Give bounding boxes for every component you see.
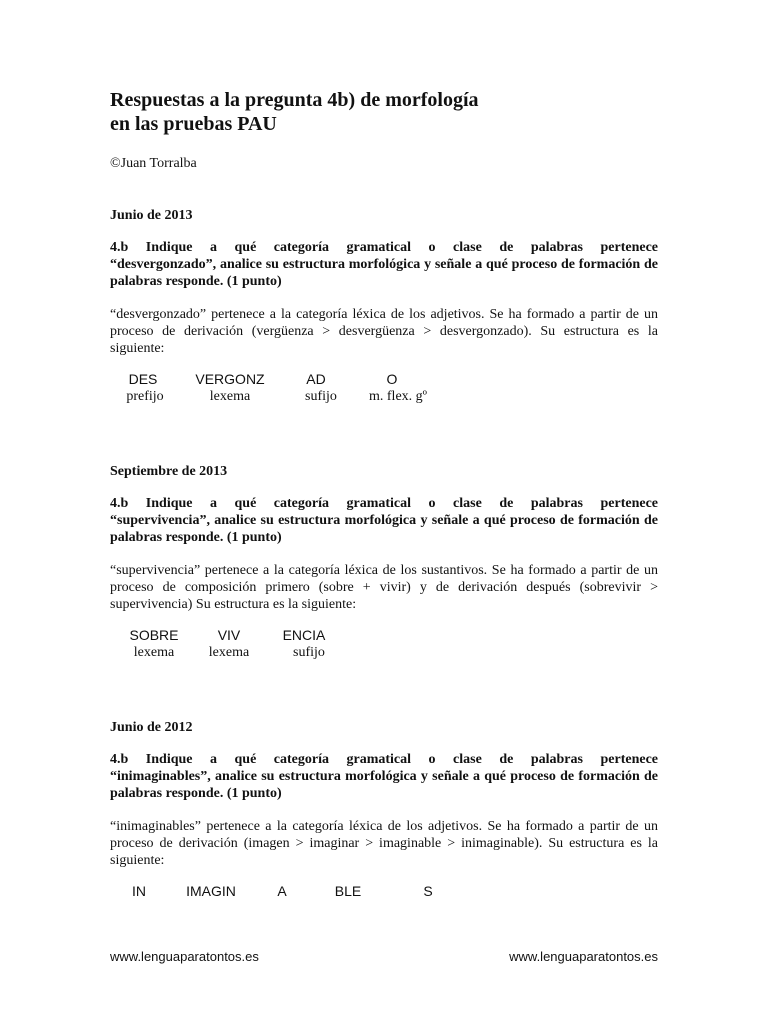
morpheme-analysis xyxy=(110,627,658,667)
footer-right-url: www.lenguaparatontos.es xyxy=(509,949,658,964)
morpheme: S xyxy=(423,883,433,899)
question-lead: 4.b Indique a qué categoría gramatical o clase de palabras pertenece xyxy=(110,496,658,511)
question xyxy=(110,239,658,290)
section-heading: Junio de 2013 xyxy=(110,208,193,223)
morpheme-label: sufijo xyxy=(293,645,325,660)
section-heading: Junio de 2012 xyxy=(110,720,193,735)
question-rest: “inimaginables”, analice su estructura morfológica y señale a qué proceso de formación de palabras responde. (1 punto) xyxy=(110,769,658,801)
title-line-1: Respuestas a la pregunta 4b) de morfología xyxy=(110,89,479,111)
question xyxy=(110,751,658,802)
question-lead: 4.b Indique a qué categoría gramatical o clase de palabras pertenece xyxy=(110,752,658,767)
morpheme-label: lexema xyxy=(208,645,250,660)
morpheme-label: sufijo xyxy=(305,389,337,404)
document-title xyxy=(110,88,658,136)
morpheme-label: lexema xyxy=(209,389,251,404)
morpheme: SOBRE xyxy=(129,627,179,643)
morpheme-label: m. flex. gº xyxy=(369,389,427,404)
morpheme-analysis xyxy=(110,883,658,903)
document-page xyxy=(110,88,658,903)
section-septiembre-2013 xyxy=(110,463,658,667)
answer: “inimaginables” pertenece a la categoría léxica de los adjetivos. Se ha formado a partir de un proceso de derivación (imagen > imaginar > imaginable > inimaginable). Su estructura es la siguiente: xyxy=(110,819,658,868)
section-junio-2012 xyxy=(110,719,658,903)
answer: “desvergonzado” pertenece a la categoría léxica de los adjetivos. Se ha formado a partir de un proceso de derivación (vergüenza > desvergüenza > desvergonzado). Su estructura es la siguiente: xyxy=(110,307,658,356)
morpheme-label: prefijo xyxy=(126,389,164,404)
question-rest: “desvergonzado”, analice su estructura morfológica y señale a qué proceso de formación de palabras responde. (1 punto) xyxy=(110,257,658,289)
morpheme: VIV xyxy=(217,627,241,643)
title-line-2: en las pruebas PAU xyxy=(110,113,277,135)
morpheme: O xyxy=(386,371,398,387)
morpheme: ENCIA xyxy=(282,627,326,643)
morpheme-label: lexema xyxy=(133,645,175,660)
morpheme: A xyxy=(277,883,287,899)
morpheme: BLE xyxy=(334,883,362,899)
section-junio-2013 xyxy=(110,207,658,411)
morpheme: DES xyxy=(128,371,158,387)
section-heading: Septiembre de 2013 xyxy=(110,464,228,479)
answer: “supervivencia” pertenece a la categoría léxica de los sustantivos. Se ha formado a partir de un proceso de composición primero (sobre + vivir) y de derivación después (sobrevivir > supervivencia) Su estructura es la siguiente: xyxy=(110,563,658,612)
question-rest: “supervivencia”, analice su estructura morfológica y señale a qué proceso de formación de palabras responde. (1 punto) xyxy=(110,513,658,545)
footer-left-url: www.lenguaparatontos.es xyxy=(110,949,259,964)
morpheme: IN xyxy=(132,883,146,899)
morpheme-analysis xyxy=(110,371,658,411)
morpheme: VERGONZ xyxy=(195,371,265,387)
morpheme: AD xyxy=(306,371,326,387)
author: ©Juan Torralba xyxy=(110,156,197,171)
morpheme: IMAGIN xyxy=(186,883,236,899)
question xyxy=(110,495,658,546)
question-lead: 4.b Indique a qué categoría gramatical o clase de palabras pertenece xyxy=(110,240,658,255)
